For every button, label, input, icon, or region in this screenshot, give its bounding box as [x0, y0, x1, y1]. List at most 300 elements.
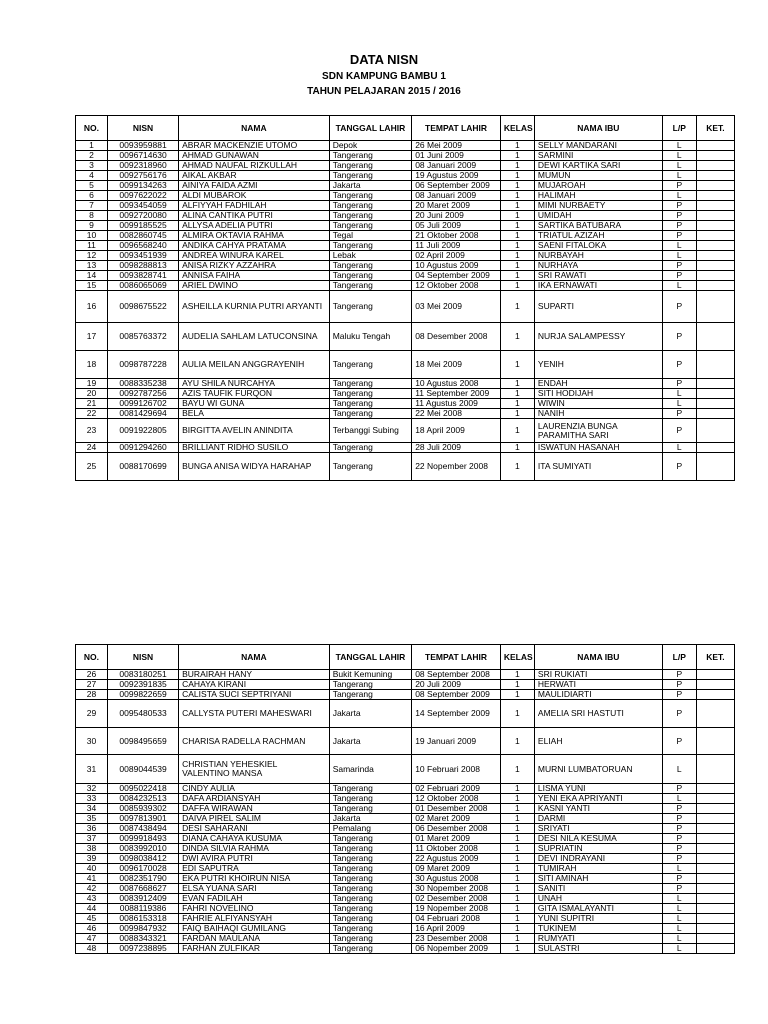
cell-nama-ibu: ENDAH [534, 379, 662, 389]
cell-tanggal-lahir: Tangerang [329, 904, 412, 914]
cell-lp: L [662, 161, 696, 171]
cell-nisn: 0084232513 [107, 794, 178, 804]
cell-nisn: 0098787228 [107, 351, 178, 379]
cell-nama: FARHAN ZULFIKAR [179, 944, 330, 954]
cell-tanggal-lahir: Jakarta [329, 700, 412, 728]
cell-no: 23 [76, 419, 108, 443]
cell-tanggal-lahir: Tangerang [329, 351, 412, 379]
cell-nama-ibu: SRI RAWATI [534, 271, 662, 281]
cell-no: 3 [76, 161, 108, 171]
cell-nisn: 0091922805 [107, 419, 178, 443]
cell-no: 46 [76, 924, 108, 934]
cell-tempat-lahir: 11 Oktober 2008 [412, 844, 501, 854]
cell-no: 36 [76, 824, 108, 834]
cell-no: 22 [76, 409, 108, 419]
cell-no: 47 [76, 934, 108, 944]
cell-ket [696, 171, 734, 181]
table-row [76, 201, 735, 211]
cell-nama: ELSA YUANA SARI [179, 884, 330, 894]
cell-kelas: 1 [500, 379, 534, 389]
cell-no: 37 [76, 834, 108, 844]
cell-nama-ibu: WIWIN [534, 399, 662, 409]
cell-tanggal-lahir: Tangerang [329, 884, 412, 894]
cell-ket [696, 221, 734, 231]
cell-tempat-lahir: 08 September 2009 [412, 690, 501, 700]
cell-no: 39 [76, 854, 108, 864]
cell-kelas: 1 [500, 141, 534, 151]
cell-kelas: 1 [500, 914, 534, 924]
cell-tanggal-lahir: Tangerang [329, 894, 412, 904]
cell-nama-ibu: AMELIA SRI HASTUTI [534, 700, 662, 728]
academic-year: TAHUN PELAJARAN 2015 / 2016 [307, 86, 461, 97]
cell-tanggal-lahir: Tangerang [329, 443, 412, 453]
table-row [76, 241, 735, 251]
cell-tanggal-lahir: Tangerang [329, 854, 412, 864]
cell-tempat-lahir: 30 Nopember 2008 [412, 884, 501, 894]
cell-nisn: 0097238895 [107, 944, 178, 954]
cell-no: 45 [76, 914, 108, 924]
cell-no: 28 [76, 690, 108, 700]
cell-lp: L [662, 389, 696, 399]
cell-ket [696, 914, 734, 924]
cell-nama-ibu: NURHAYA [534, 261, 662, 271]
cell-lp: P [662, 854, 696, 864]
table-row [76, 443, 735, 453]
cell-nama-ibu: IKA ERNAWATI [534, 281, 662, 291]
cell-nama-ibu: MURNI LUMBATORUAN [534, 755, 662, 784]
cell-no: 2 [76, 151, 108, 161]
cell-tanggal-lahir: Tangerang [329, 690, 412, 700]
header-tanggal-lahir: TANGGAL LAHIR [329, 645, 412, 670]
cell-tanggal-lahir: Tangerang [329, 211, 412, 221]
cell-nisn: 0092391835 [107, 680, 178, 690]
table-row [76, 904, 735, 914]
student-table-1 [75, 115, 735, 481]
cell-tempat-lahir: 02 April 2009 [412, 251, 501, 261]
cell-no: 43 [76, 894, 108, 904]
table-row [76, 171, 735, 181]
cell-lp: P [662, 261, 696, 271]
cell-no: 20 [76, 389, 108, 399]
cell-kelas: 1 [500, 844, 534, 854]
cell-kelas: 1 [500, 251, 534, 261]
cell-kelas: 1 [500, 864, 534, 874]
cell-tanggal-lahir: Tangerang [329, 914, 412, 924]
cell-no: 11 [76, 241, 108, 251]
cell-lp: L [662, 794, 696, 804]
cell-ket [696, 924, 734, 934]
cell-kelas: 1 [500, 443, 534, 453]
cell-no: 32 [76, 784, 108, 794]
table-row [76, 934, 735, 944]
cell-kelas: 1 [500, 804, 534, 814]
cell-kelas: 1 [500, 690, 534, 700]
cell-tempat-lahir: 22 Mei 2008 [412, 409, 501, 419]
cell-nama: AINIYA FAIDA AZMI [179, 181, 330, 191]
cell-ket [696, 755, 734, 784]
table-row [76, 419, 735, 443]
cell-nama-ibu: UMIDAH [534, 211, 662, 221]
cell-no: 42 [76, 884, 108, 894]
cell-tempat-lahir: 23 Desember 2008 [412, 934, 501, 944]
cell-no: 30 [76, 728, 108, 755]
cell-no: 10 [76, 231, 108, 241]
header-nama: NAMA [179, 116, 330, 141]
cell-tanggal-lahir: Depok [329, 141, 412, 151]
cell-no: 12 [76, 251, 108, 261]
cell-kelas: 1 [500, 884, 534, 894]
cell-nisn: 0099134263 [107, 181, 178, 191]
cell-lp: L [662, 241, 696, 251]
cell-ket [696, 944, 734, 954]
cell-tanggal-lahir: Maluku Tengah [329, 323, 412, 351]
cell-lp: L [662, 443, 696, 453]
table-row [76, 281, 735, 291]
cell-nama-ibu: MAULIDIARTI [534, 690, 662, 700]
cell-kelas: 1 [500, 389, 534, 399]
cell-tanggal-lahir: Terbanggi Subing [329, 419, 412, 443]
table-row [76, 864, 735, 874]
cell-kelas: 1 [500, 261, 534, 271]
cell-tempat-lahir: 06 Nopember 2009 [412, 944, 501, 954]
table-row [76, 291, 735, 323]
cell-tempat-lahir: 20 Maret 2009 [412, 201, 501, 211]
cell-nama-ibu: UNAH [534, 894, 662, 904]
cell-tanggal-lahir: Tangerang [329, 241, 412, 251]
cell-nama: FAHRIE ALFIYANSYAH [179, 914, 330, 924]
table-row [76, 251, 735, 261]
cell-nama: ALFIYYAH FADHILAH [179, 201, 330, 211]
table-row [76, 755, 735, 784]
cell-kelas: 1 [500, 700, 534, 728]
cell-no: 24 [76, 443, 108, 453]
table-row [76, 834, 735, 844]
cell-nama-ibu: RUMYATI [534, 934, 662, 944]
cell-ket [696, 453, 734, 481]
cell-lp: P [662, 670, 696, 680]
cell-ket [696, 161, 734, 171]
cell-nisn: 0083912409 [107, 894, 178, 904]
cell-kelas: 1 [500, 399, 534, 409]
cell-ket [696, 211, 734, 221]
cell-nama: ALINA CANTIKA PUTRI [179, 211, 330, 221]
cell-nama-ibu: TUKINEM [534, 924, 662, 934]
cell-nama: FARDAN MAULANA [179, 934, 330, 944]
cell-lp: P [662, 453, 696, 481]
cell-no: 33 [76, 794, 108, 804]
cell-tempat-lahir: 04 Februari 2008 [412, 914, 501, 924]
cell-tempat-lahir: 10 Agustus 2009 [412, 261, 501, 271]
cell-kelas: 1 [500, 755, 534, 784]
header-ket: KET. [696, 116, 734, 141]
cell-ket [696, 824, 734, 834]
cell-nama-ibu: ISWATUN HASANAH [534, 443, 662, 453]
table-row [76, 399, 735, 409]
header-nisn: NISN [107, 645, 178, 670]
cell-tempat-lahir: 12 Oktober 2008 [412, 281, 501, 291]
cell-nama: AHMAD NAUFAL RIZKULLAH [179, 161, 330, 171]
cell-tanggal-lahir: Tangerang [329, 944, 412, 954]
cell-no: 4 [76, 171, 108, 181]
table-row [76, 141, 735, 151]
cell-nama: ANNISA FAIHA [179, 271, 330, 281]
cell-lp: P [662, 804, 696, 814]
header-nisn: NISN [107, 116, 178, 141]
cell-ket [696, 864, 734, 874]
cell-no: 7 [76, 201, 108, 211]
cell-nisn: 0091294260 [107, 443, 178, 453]
cell-tanggal-lahir: Tangerang [329, 151, 412, 161]
cell-lp: P [662, 700, 696, 728]
cell-lp: L [662, 251, 696, 261]
cell-tanggal-lahir: Jakarta [329, 181, 412, 191]
cell-nama-ibu: NANIH [534, 409, 662, 419]
table-row [76, 784, 735, 794]
cell-kelas: 1 [500, 944, 534, 954]
cell-kelas: 1 [500, 291, 534, 323]
cell-ket [696, 409, 734, 419]
cell-no: 34 [76, 804, 108, 814]
cell-tempat-lahir: 11 Agustus 2009 [412, 399, 501, 409]
cell-kelas: 1 [500, 161, 534, 171]
cell-lp: P [662, 323, 696, 351]
cell-nisn: 0087668627 [107, 884, 178, 894]
cell-tanggal-lahir: Tangerang [329, 379, 412, 389]
table-row [76, 409, 735, 419]
cell-nama-ibu: DEWI KARTIKA SARI [534, 161, 662, 171]
cell-nama: ANISA RIZKY AZZAHRA [179, 261, 330, 271]
cell-tanggal-lahir: Tangerang [329, 453, 412, 481]
cell-no: 48 [76, 944, 108, 954]
cell-tanggal-lahir: Tangerang [329, 191, 412, 201]
cell-nisn: 0093828741 [107, 271, 178, 281]
cell-nama-ibu: LAURENZIA BUNGA PARAMITHA SARI [534, 419, 662, 443]
cell-tempat-lahir: 09 Maret 2009 [412, 864, 501, 874]
header-kelas: KELAS [500, 645, 534, 670]
cell-lp: P [662, 379, 696, 389]
cell-nama: DIANA CAHAYA KUSUMA [179, 834, 330, 844]
cell-kelas: 1 [500, 728, 534, 755]
cell-no: 9 [76, 221, 108, 231]
cell-tanggal-lahir: Tangerang [329, 844, 412, 854]
cell-nama: DAFFA WIRAWAN [179, 804, 330, 814]
cell-lp: P [662, 680, 696, 690]
cell-tanggal-lahir: Lebak [329, 251, 412, 261]
cell-nama-ibu: KASNI YANTI [534, 804, 662, 814]
cell-no: 15 [76, 281, 108, 291]
cell-tanggal-lahir: Tangerang [329, 864, 412, 874]
cell-ket [696, 291, 734, 323]
cell-kelas: 1 [500, 854, 534, 864]
cell-nama-ibu: SANITI [534, 884, 662, 894]
header-ket: KET. [696, 645, 734, 670]
cell-tempat-lahir: 16 April 2009 [412, 924, 501, 934]
cell-lp: L [662, 914, 696, 924]
cell-nama-ibu: GITA ISMALAYANTI [534, 904, 662, 914]
cell-ket [696, 271, 734, 281]
cell-kelas: 1 [500, 281, 534, 291]
cell-tanggal-lahir: Tangerang [329, 924, 412, 934]
cell-nama: DWI AVIRA PUTRI [179, 854, 330, 864]
cell-nisn: 0086153318 [107, 914, 178, 924]
cell-ket [696, 281, 734, 291]
cell-nama: CHARISA RADELLA RACHMAN [179, 728, 330, 755]
cell-ket [696, 241, 734, 251]
cell-tanggal-lahir: Tangerang [329, 201, 412, 211]
cell-kelas: 1 [500, 191, 534, 201]
cell-kelas: 1 [500, 784, 534, 794]
cell-lp: P [662, 824, 696, 834]
cell-tempat-lahir: 20 Juni 2009 [412, 211, 501, 221]
cell-tanggal-lahir: Tangerang [329, 171, 412, 181]
cell-ket [696, 670, 734, 680]
cell-nisn: 0088119386 [107, 904, 178, 914]
cell-kelas: 1 [500, 824, 534, 834]
header-lp: L/P [662, 116, 696, 141]
cell-ket [696, 680, 734, 690]
cell-lp: P [662, 874, 696, 884]
cell-tanggal-lahir: Tangerang [329, 389, 412, 399]
cell-ket [696, 389, 734, 399]
cell-nama: CINDY AULIA [179, 784, 330, 794]
table-row [76, 794, 735, 804]
cell-lp: L [662, 755, 696, 784]
cell-ket [696, 794, 734, 804]
cell-ket [696, 379, 734, 389]
cell-nisn: 0083180251 [107, 670, 178, 680]
cell-tanggal-lahir: Tangerang [329, 934, 412, 944]
table-row [76, 323, 735, 351]
cell-ket [696, 844, 734, 854]
table-row [76, 894, 735, 904]
cell-ket [696, 834, 734, 844]
cell-tanggal-lahir: Jakarta [329, 814, 412, 824]
cell-kelas: 1 [500, 271, 534, 281]
cell-no: 17 [76, 323, 108, 351]
cell-kelas: 1 [500, 409, 534, 419]
cell-kelas: 1 [500, 814, 534, 824]
cell-nama: AIKAL AKBAR [179, 171, 330, 181]
cell-tanggal-lahir: Tangerang [329, 291, 412, 323]
cell-ket [696, 141, 734, 151]
cell-lp: P [662, 231, 696, 241]
cell-tempat-lahir: 30 Agustus 2008 [412, 874, 501, 884]
cell-nama-ibu: YUNI SUPITRI [534, 914, 662, 924]
cell-nisn: 0087438494 [107, 824, 178, 834]
header-tanggal-lahir: TANGGAL LAHIR [329, 116, 412, 141]
cell-nama: FAIQ BAIHAQI GUMILANG [179, 924, 330, 934]
cell-nisn: 0081429694 [107, 409, 178, 419]
cell-nama: BUNGA ANISA WIDYA HARAHAP [179, 453, 330, 481]
cell-nama-ibu: HALIMAH [534, 191, 662, 201]
table-row [76, 874, 735, 884]
cell-tanggal-lahir: Tangerang [329, 834, 412, 844]
cell-nama-ibu: SITI HODIJAH [534, 389, 662, 399]
cell-tanggal-lahir: Pemalang [329, 824, 412, 834]
cell-nama-ibu: SRIYATI [534, 824, 662, 834]
table-row [76, 924, 735, 934]
cell-tempat-lahir: 19 Agustus 2009 [412, 171, 501, 181]
table-row [76, 814, 735, 824]
cell-lp: L [662, 281, 696, 291]
cell-tempat-lahir: 21 Oktober 2008 [412, 231, 501, 241]
cell-lp: L [662, 934, 696, 944]
cell-tempat-lahir: 26 Mei 2009 [412, 141, 501, 151]
cell-nisn: 0098038412 [107, 854, 178, 864]
cell-no: 29 [76, 700, 108, 728]
header-lp: L/P [662, 645, 696, 670]
cell-tempat-lahir: 08 Desember 2008 [412, 323, 501, 351]
table-row [76, 670, 735, 680]
cell-nama-ibu: YENI EKA APRIYANTI [534, 794, 662, 804]
header-nama-ibu: NAMA IBU [534, 116, 662, 141]
cell-nama-ibu: MUMUN [534, 171, 662, 181]
cell-ket [696, 201, 734, 211]
cell-tanggal-lahir: Tangerang [329, 680, 412, 690]
cell-lp: P [662, 728, 696, 755]
cell-lp: P [662, 221, 696, 231]
cell-kelas: 1 [500, 924, 534, 934]
cell-nama: AUDELIA SAHLAM LATUCONSINA [179, 323, 330, 351]
cell-lp: L [662, 141, 696, 151]
cell-nisn: 0097622022 [107, 191, 178, 201]
cell-nama: CHRISTIAN YEHESKIEL VALENTINO MANSA [179, 755, 330, 784]
cell-tempat-lahir: 05 Juli 2009 [412, 221, 501, 231]
cell-nama: BELA [179, 409, 330, 419]
header-tempat-lahir: TEMPAT LAHIR [412, 645, 501, 670]
cell-nisn: 0082860745 [107, 231, 178, 241]
cell-kelas: 1 [500, 231, 534, 241]
cell-nama-ibu: NURJA SALAMPESSY [534, 323, 662, 351]
cell-nisn: 0099918493 [107, 834, 178, 844]
header-no: NO. [76, 116, 108, 141]
cell-tanggal-lahir: Tangerang [329, 794, 412, 804]
cell-nisn: 0099185525 [107, 221, 178, 231]
cell-nama: AYU SHILA NURCAHYA [179, 379, 330, 389]
cell-tanggal-lahir: Tangerang [329, 399, 412, 409]
table-row [76, 191, 735, 201]
cell-nisn: 0093959881 [107, 141, 178, 151]
cell-tanggal-lahir: Tangerang [329, 874, 412, 884]
cell-nama: ANDREA WINURA KAREL [179, 251, 330, 261]
cell-tanggal-lahir: Tangerang [329, 161, 412, 171]
cell-nisn: 0095022418 [107, 784, 178, 794]
cell-ket [696, 191, 734, 201]
cell-tempat-lahir: 18 April 2009 [412, 419, 501, 443]
cell-nama-ibu: SELLY MANDARANI [534, 141, 662, 151]
cell-nama: EDI SAPUTRA [179, 864, 330, 874]
cell-nama: ALDI MUBAROK [179, 191, 330, 201]
cell-no: 1 [76, 141, 108, 151]
cell-kelas: 1 [500, 181, 534, 191]
cell-lp: L [662, 894, 696, 904]
cell-kelas: 1 [500, 221, 534, 231]
cell-tempat-lahir: 01 Maret 2009 [412, 834, 501, 844]
cell-tempat-lahir: 14 September 2009 [412, 700, 501, 728]
cell-kelas: 1 [500, 201, 534, 211]
cell-nama-ibu: ELIAH [534, 728, 662, 755]
cell-lp: P [662, 834, 696, 844]
table-row [76, 884, 735, 894]
header-kelas: KELAS [500, 116, 534, 141]
table-row [76, 261, 735, 271]
cell-nama-ibu: DARMI [534, 814, 662, 824]
cell-lp: P [662, 409, 696, 419]
cell-nama: ANDIKA CAHYA PRATAMA [179, 241, 330, 251]
cell-tanggal-lahir: Tangerang [329, 784, 412, 794]
cell-lp: L [662, 399, 696, 409]
cell-nisn: 0098675522 [107, 291, 178, 323]
